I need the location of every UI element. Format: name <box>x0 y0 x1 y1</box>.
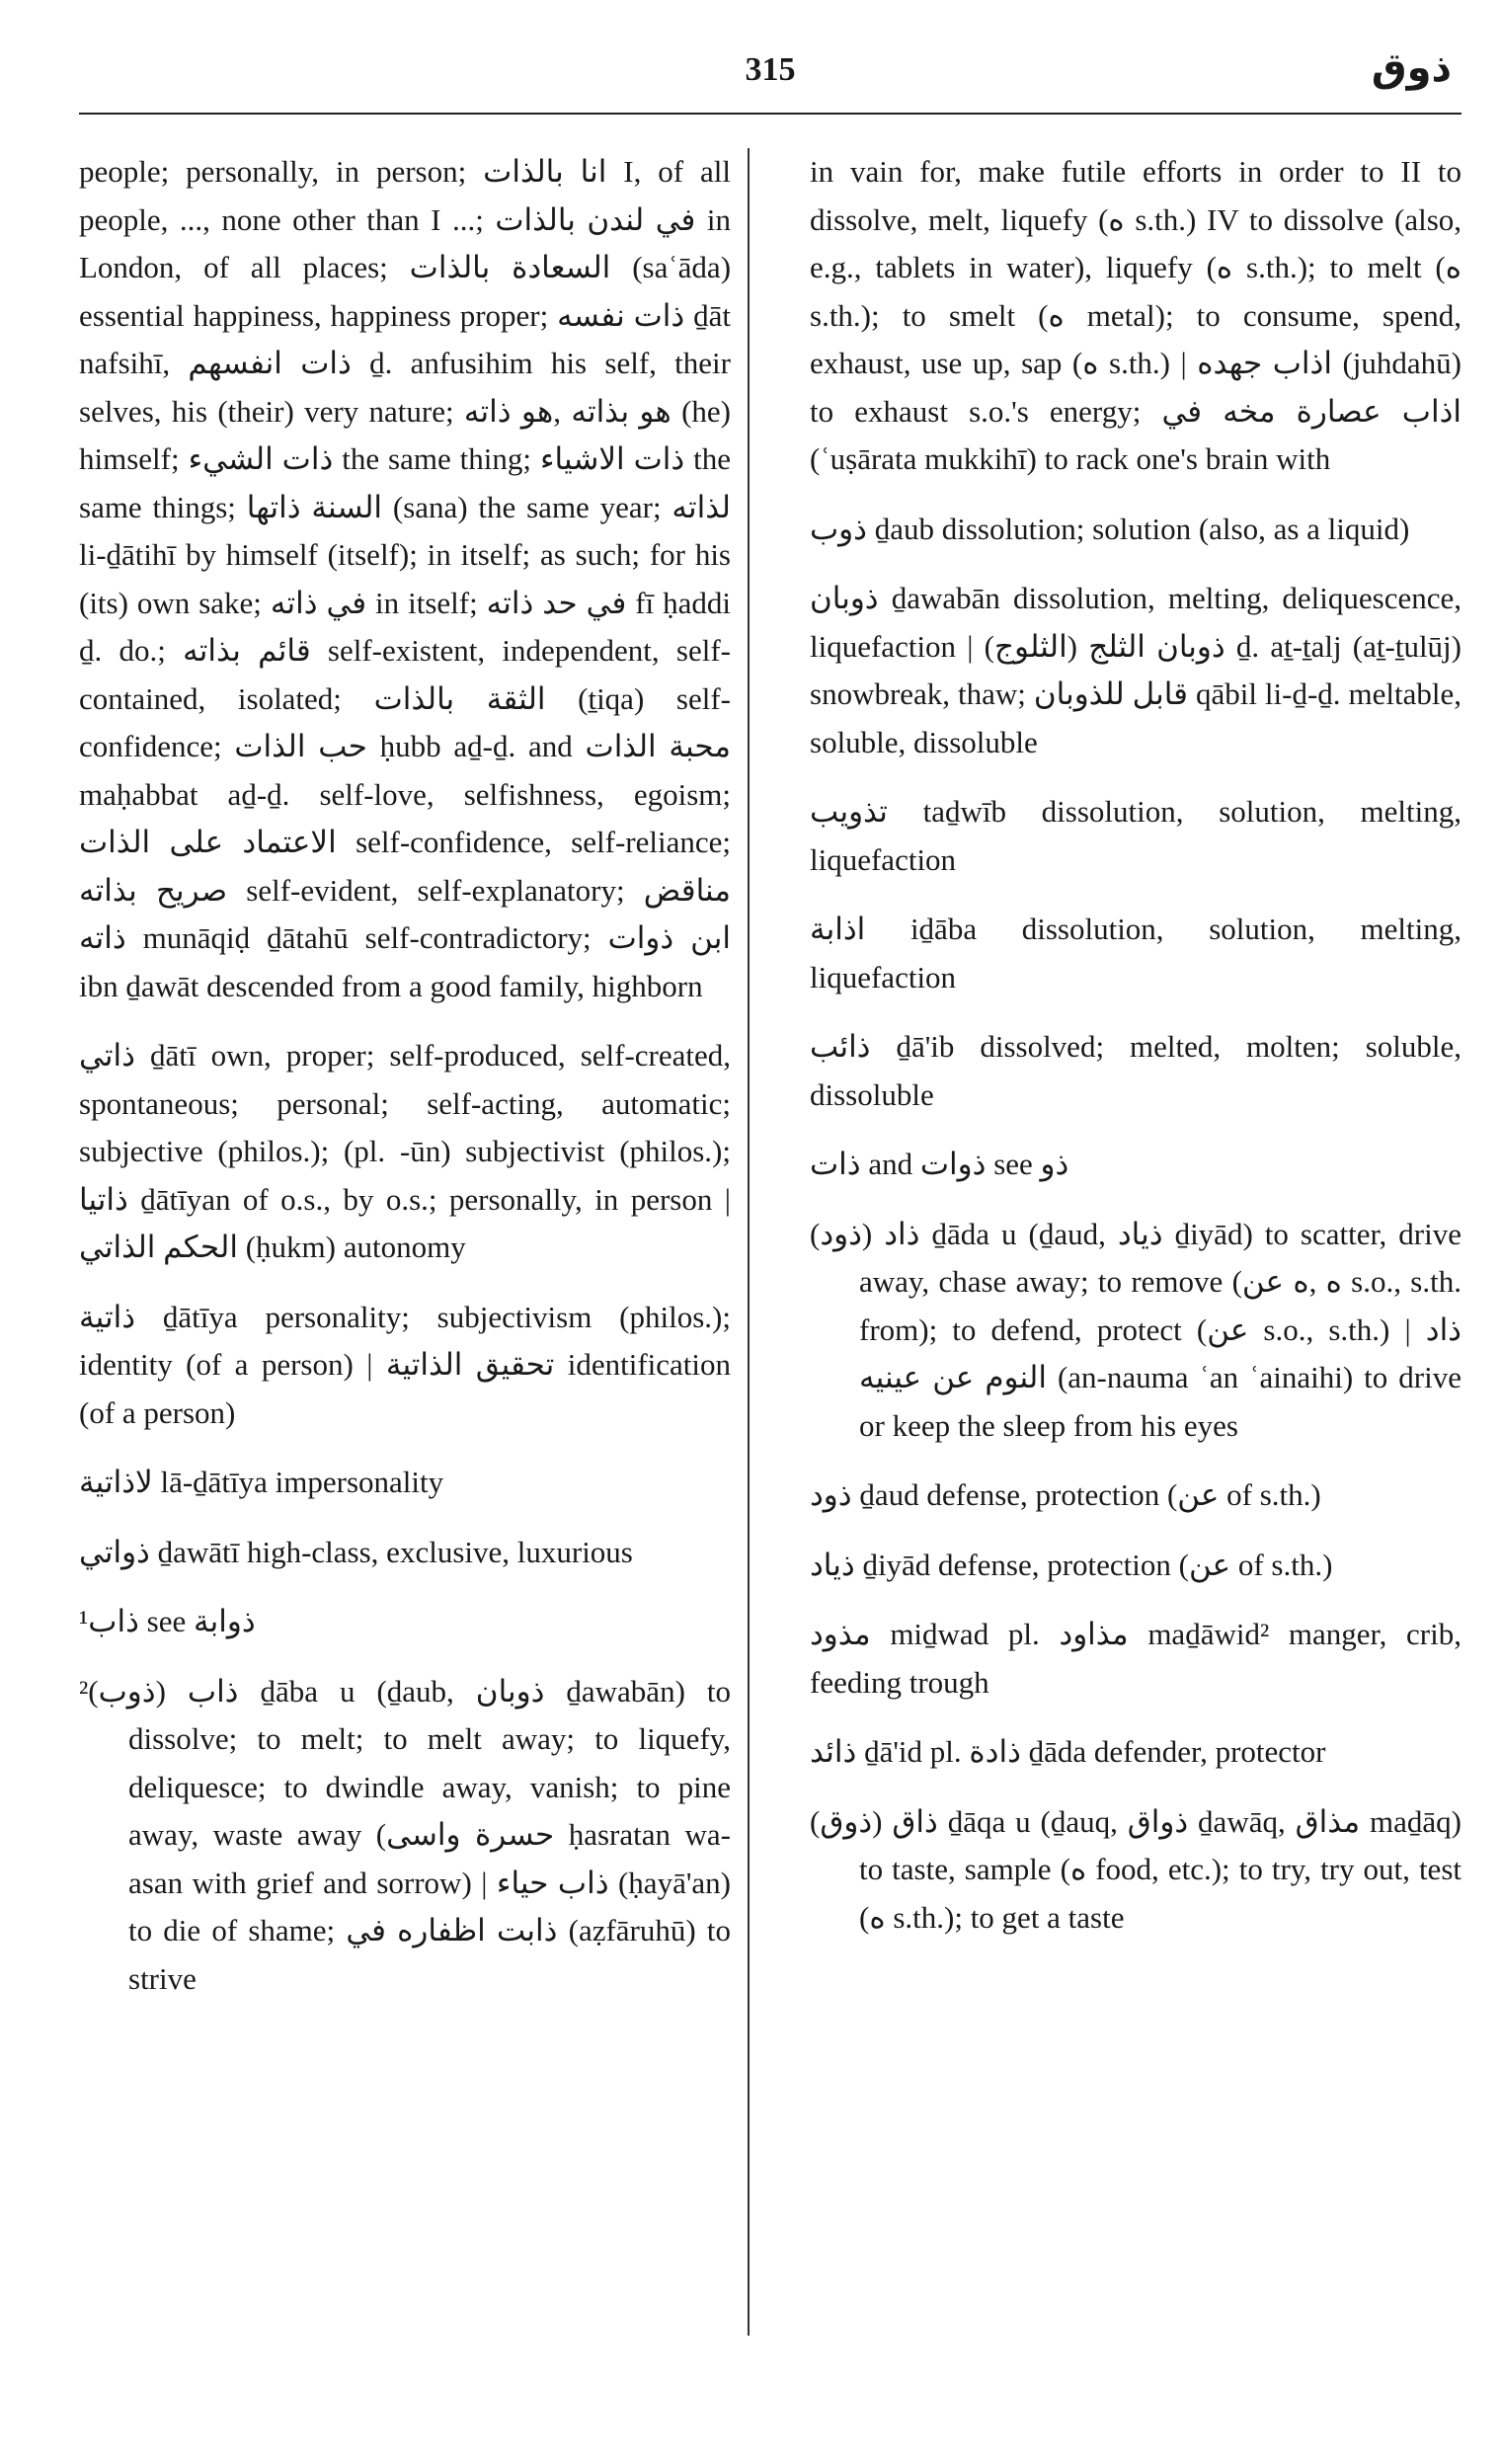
page-number: 315 <box>745 51 796 88</box>
left-column <box>79 148 731 2025</box>
dictionary-entry-root: ذات and ذوات see ذو <box>810 1147 1069 1181</box>
dictionary-entry: مذود miḏwad pl. مذاود maḏāwid² manger, crib, feeding trough <box>810 1617 1462 1700</box>
dictionary-entry: ذواتي ḏawātī high-class, exclusive, luxurious <box>79 1534 633 1569</box>
column-divider <box>748 148 750 2336</box>
dictionary-entry: ذائد ḏā'id pl. ذادة ḏāda defender, protector <box>810 1734 1326 1769</box>
header-rule <box>79 113 1462 115</box>
dictionary-entry-root: ¹ذاب see ذوابة <box>79 1604 256 1638</box>
dictionary-entry-root: ذاق (ذوق) ḏāqa u (ḏauq, ذواق ḏawāq, مذاق maḏāq) to taste, sample (ه food, etc.); to try, try out, test (ه s.th.); to get a taste <box>810 1803 1462 1935</box>
dictionary-entry: اذابة iḏāba dissolution, solution, melting, liquefaction <box>810 912 1462 994</box>
dictionary-entry: لاذاتية lā-ḏātīya impersonality <box>79 1465 444 1499</box>
right-column <box>810 148 1462 1963</box>
dictionary-entry: ذياد ḏiyād defense, protection (عن of s.th.) <box>810 1547 1333 1582</box>
dictionary-entry: ذاتية ḏātīya personality; subjectivism (philos.); identity (of a person) | تحقيق الذاتية identification (of a person) <box>79 1299 731 1430</box>
dictionary-entry-root: ذاد (ذود) ḏāda u (ḏaud, ذياد ḏiyād) to scatter, drive away, chase away; to remove (ه ,ه عن s.o., s.th. from); to defend, protect (عن s.o., s.th.) | ذاد النوم عن عينيه (an-nauma ʿan ʿainaihi) to drive or keep the sleep from his eyes <box>810 1216 1462 1443</box>
header-headword: ذوق <box>1371 45 1452 91</box>
page-header <box>79 40 1462 119</box>
dictionary-entry: in vain for, make futile efforts in order to II to dissolve, melt, liquefy (ه s.th.) IV to dissolve (also, e.g., tablets in water), liquefy (ه s.th.); to melt (ه s.th.); to smelt (ه metal); to consume, spend, exhaust, use up, sap (ه s.th.) | اذاب جهده (juhdahū) to exhaust s.o.'s energy; اذاب عصارة مخه في (ʿuṣārata mukkihī) to rack one's brain with <box>810 154 1462 476</box>
dictionary-entry: ذود ḏaud defense, protection (عن of s.th.) <box>810 1477 1321 1512</box>
dictionary-entry: تذويب taḏwīb dissolution, solution, melting, liquefaction <box>810 794 1462 877</box>
dictionary-entry: people; personally, in person; انا بالذات I, of all people, ..., none other than I ...; في لندن بالذات in London, of all places; السعادة بالذات (saʿāda) essential happiness, happiness proper; ذات نفسه ḏāt nafsihī, ذات انفسهم ḏ. anfusihim his self, their selves, his (their) very nature; هو بذاته ,هو ذاته (he) himself; ذات الشيء the same thing; ذات الاشياء the same things; السنة ذاتها (sana) the same year; لذاته li-ḏātihī by himself (itself); in itself; as such; for his (its) own sake; في ذاته in itself; في حد ذاته fī ḥaddi ḏ. do.; قائم بذاته self-existent, independent, self-contained, isolated; الثقة بالذات (ṯiqa) self-confidence; حب الذات ḥubb aḏ-ḏ. and محبة الذات maḥabbat aḏ-ḏ. self-love, selfishness, egoism; الاعتماد على الذات self-confidence, self-reliance; صريح بذاته self-evident, self-explanatory; مناقض ذاته munāqiḍ ḏātahū self-contradictory; ابن ذوات ibn ḏawāt descended from a good family, highborn <box>79 154 732 1003</box>
dictionary-entry: ذوبان ḏawabān dissolution, melting, deliquescence, liquefaction | ذوبان الثلج (الثلوج) ḏ. aṯ-ṯalj (aṯ-ṯulūj) snowbreak, thaw; قابل للذوبان qābil li-ḏ-ḏ. meltable, soluble, dissoluble <box>810 581 1462 759</box>
dictionary-entry: ذائب ḏā'ib dissolved; melted, molten; soluble, dissoluble <box>810 1029 1462 1112</box>
dictionary-entry-root: ²ذاب (ذوب) ḏāba u (ḏaub, ذوبان ḏawabān) to dissolve; to melt; to melt away; to liquefy, deliquesce; to dwindle away, vanish; to pine away, waste away (حسرة واسى ḥasratan wa-asan with grief and sorrow) | ذاب حياء (ḥayā'an) to die of shame; ذابت اظفاره في (aẓfāruhū) to strive <box>79 1673 732 1996</box>
dictionary-entry: ذوب ḏaub dissolution; solution (also, as a liquid) <box>810 511 1410 546</box>
dictionary-entry: ذاتي ḏātī own, proper; self-produced, self-created, spontaneous; personal; self-acting, automatic; subjective (philos.); (pl. -ūn) subjectivist (philos.); ذاتيا ḏātīyan of o.s., by o.s.; personally, in person | الحكم الذاتي (ḥukm) autonomy <box>79 1038 731 1264</box>
